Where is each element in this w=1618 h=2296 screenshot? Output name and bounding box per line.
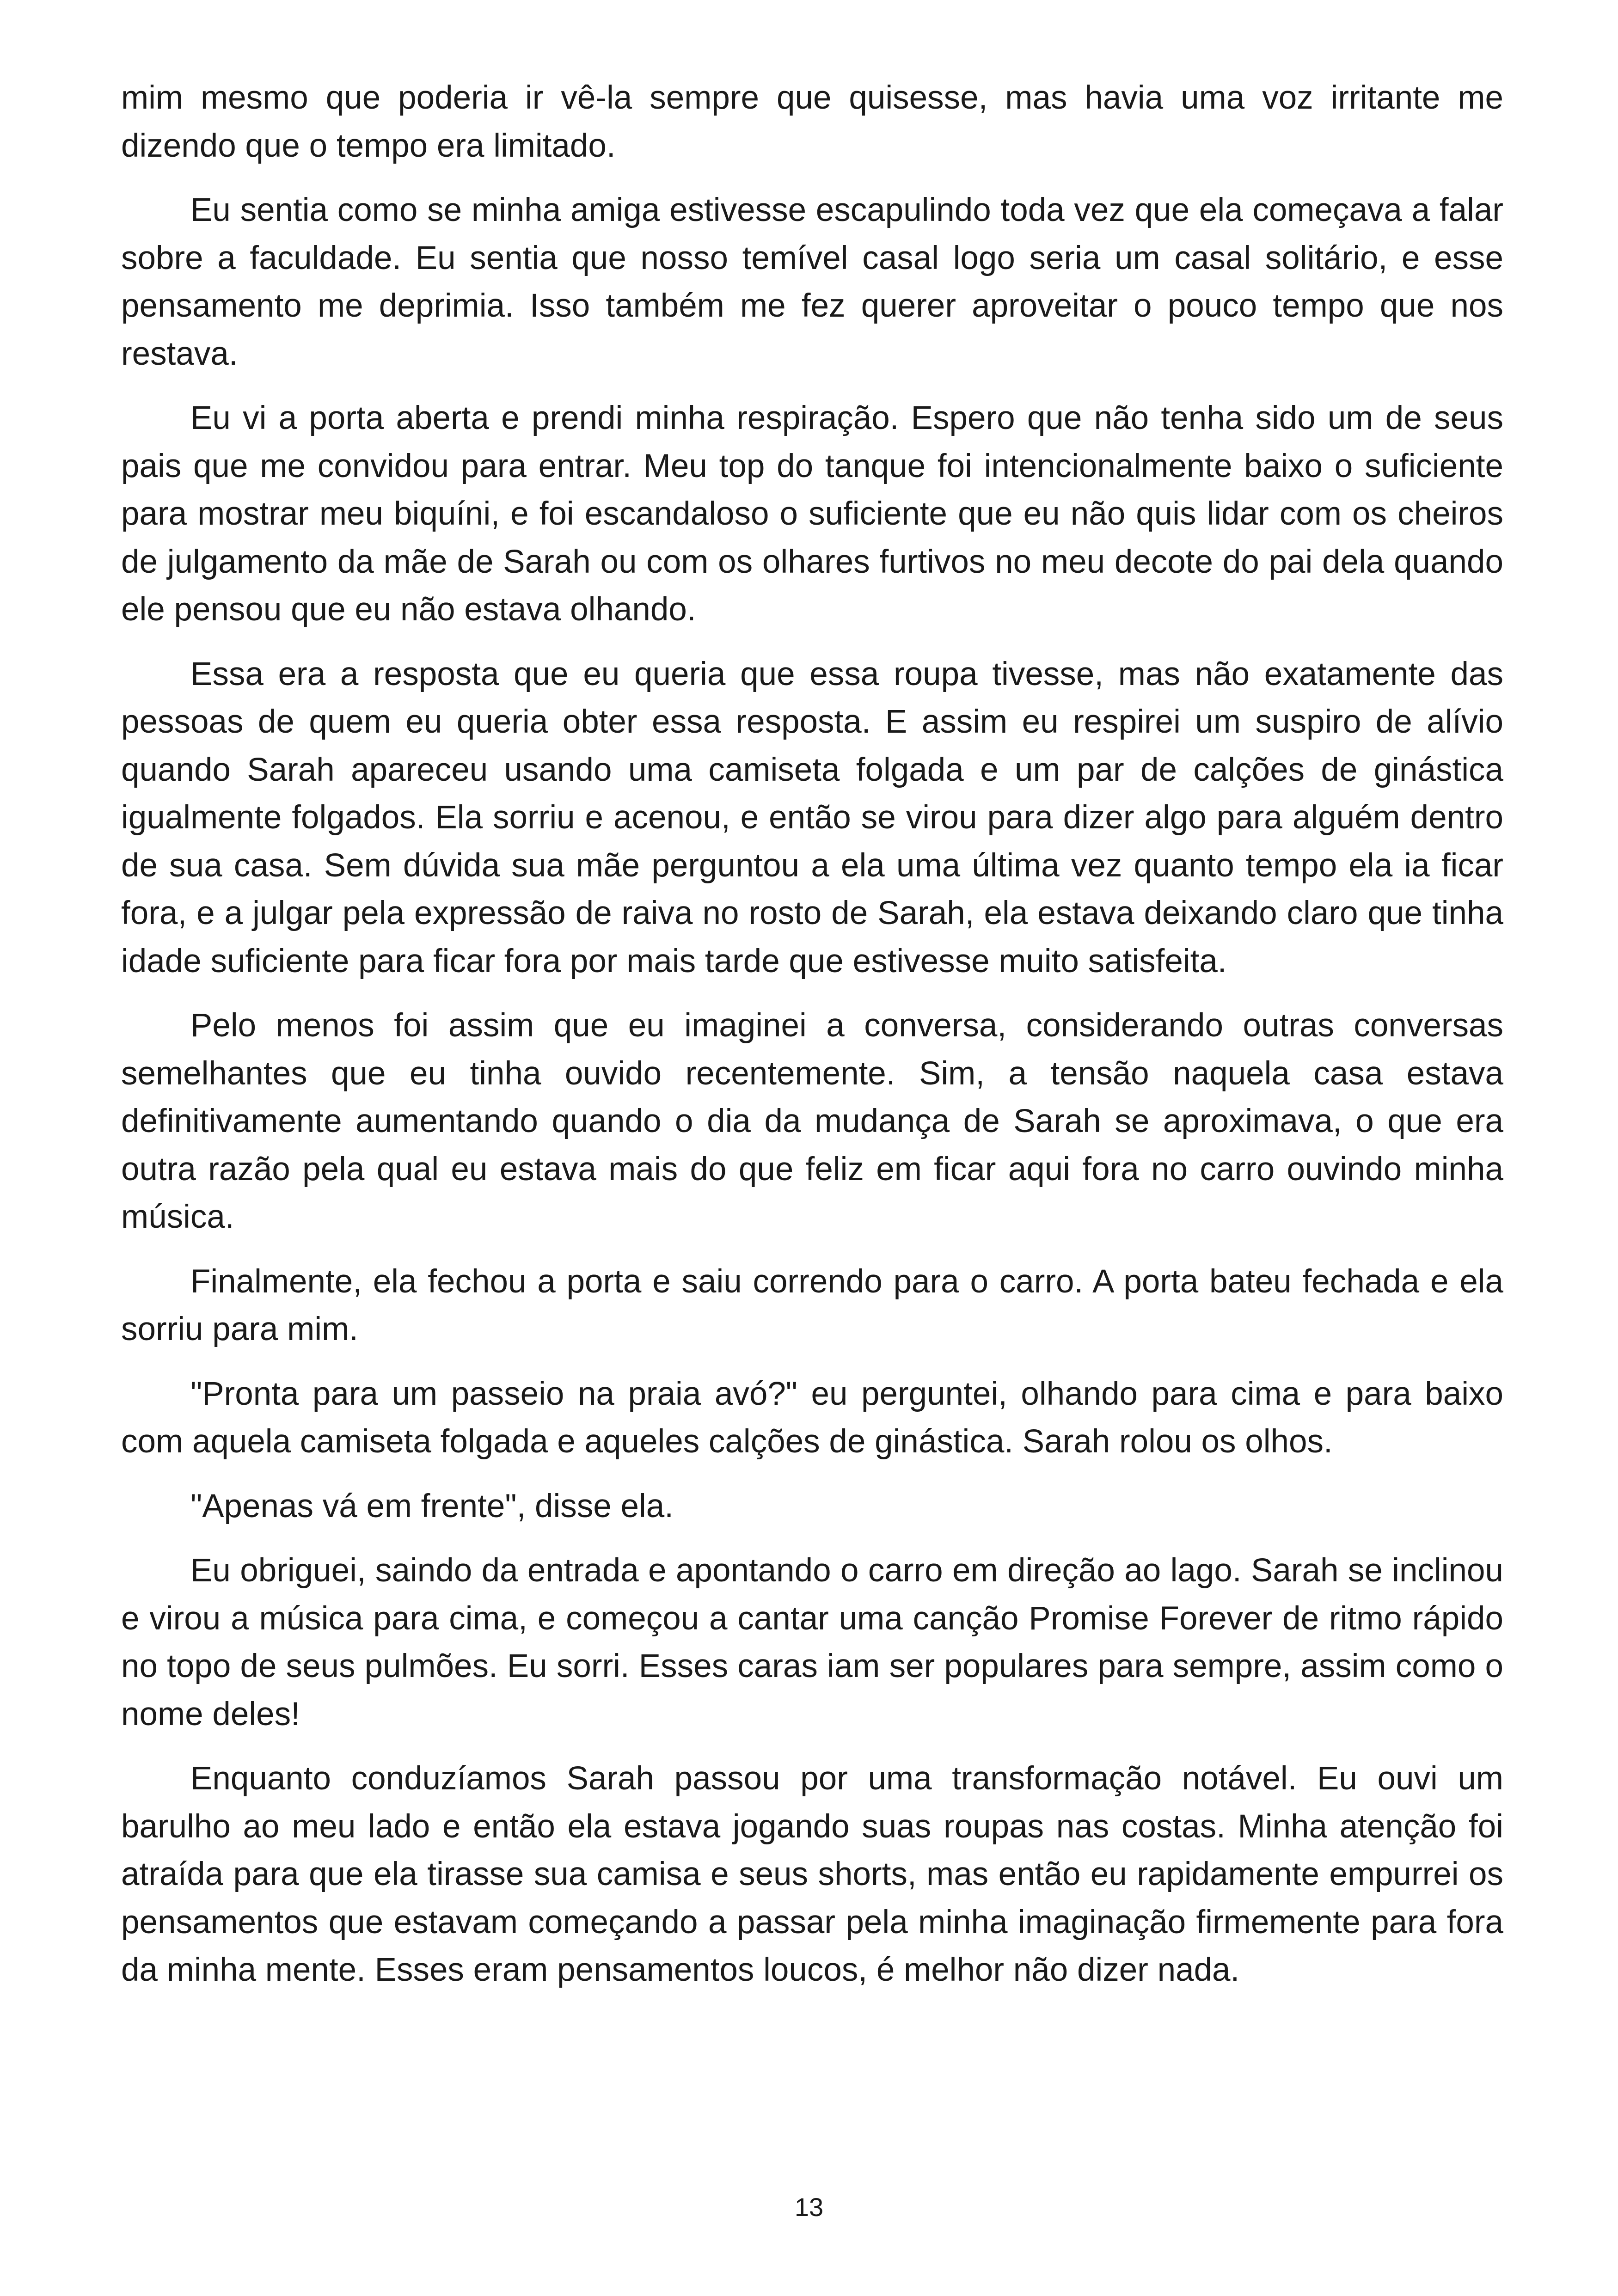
page-number: 13 bbox=[794, 2192, 824, 2222]
page-body bbox=[121, 74, 1503, 2011]
paragraph: Eu sentia como se minha amiga estivesse escapulindo toda vez que ela começava a falar sobre a faculdade. Eu sentia que nosso temível casal logo seria um casal solitário, e esse pensamento me deprimia. Isso também me fez querer aproveitar o pouco tempo que nos restava. bbox=[121, 192, 1503, 372]
paragraph: Eu vi a porta aberta e prendi minha respiração. Espero que não tenha sido um de seus pais que me convidou para entrar. Meu top do tanque foi intencionalmente baixo o suficiente para mostrar meu biquíni, e foi escandaloso o suficiente que eu não quis lidar com os cheiros de julgamento da mãe de Sarah ou com os olhares furtivos no meu decote do pai dela quando ele pensou que eu não estava olhando. bbox=[121, 400, 1503, 628]
paragraph: Pelo menos foi assim que eu imaginei a conversa, considerando outras conversas semelhantes que eu tinha ouvido recentemente. Sim, a tensão naquela casa estava definitivamente aumentando quando o dia da mudança de Sarah se aproximava, o que era outra razão pela qual eu estava mais do que feliz em ficar aqui fora no carro ouvindo minha música. bbox=[121, 1007, 1503, 1235]
paragraph: "Apenas vá em frente", disse ela. bbox=[190, 1488, 674, 1525]
paragraph: "Pronta para um passeio na praia avó?" eu perguntei, olhando para cima e para baixo com aquela camiseta folgada e aqueles calções de ginástica. Sarah rolou os olhos. bbox=[121, 1375, 1503, 1460]
paragraph: Eu obriguei, saindo da entrada e apontando o carro em direção ao lago. Sarah se inclinou e virou a música para cima, e começou a cantar uma canção Promise Forever de ritmo rápido no topo de seus pulmões. Eu sorri. Esses caras iam ser populares para sempre, assim como o nome deles! bbox=[121, 1552, 1503, 1733]
paragraph: Enquanto conduzíamos Sarah passou por uma transformação notável. Eu ouvi um barulho ao meu lado e então ela estava jogando suas roupas nas costas. Minha atenção foi atraída para que ela tirasse sua camisa e seus shorts, mas então eu rapidamente empurrei os pensamentos que estavam começando a passar pela minha imaginação firmemente para fora da minha mente. Esses eram pensamentos loucos, é melhor não dizer nada. bbox=[121, 1760, 1503, 1988]
paragraph: mim mesmo que poderia ir vê-la sempre que quisesse, mas havia uma voz irritante me dizendo que o tempo era limitado. bbox=[121, 80, 1503, 164]
paragraph: Essa era a resposta que eu queria que essa roupa tivesse, mas não exatamente das pessoas de quem eu queria obter essa resposta. E assim eu respirei um suspiro de alívio quando Sarah apareceu usando uma camiseta folgada e um par de calções de ginástica igualmente folgados. Ela sorriu e acenou, e então se virou para dizer algo para alguém dentro de sua casa. Sem dúvida sua mãe perguntou a ela uma última vez quanto tempo ela ia ficar fora, e a julgar pela expressão de raiva no rosto de Sarah, ela estava deixando claro que tinha idade suficiente para ficar fora por mais tarde que estivesse muito satisfeita. bbox=[121, 655, 1503, 980]
paragraph: Finalmente, ela fechou a porta e saiu correndo para o carro. A porta bateu fechada e ela sorriu para mim. bbox=[121, 1263, 1503, 1347]
